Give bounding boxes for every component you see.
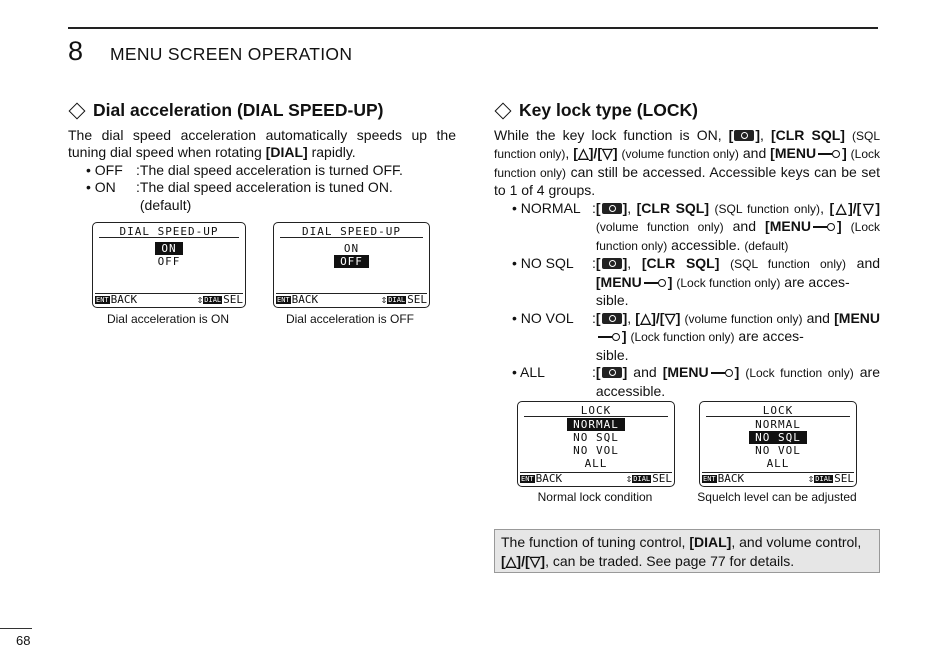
section-heading-lock: Key lock type (LOCK) — [494, 102, 880, 120]
caption-lock-nosql: Squelch level can be adjusted — [697, 490, 857, 504]
caption-dial-on: Dial acceleration is ON — [106, 312, 230, 326]
lcd-lock-nosql: LOCK NORMAL NO SQL NO VOL ALL ENT BACK ⇕DIAL SEL — [699, 401, 857, 487]
key-lock-icon — [711, 368, 733, 378]
lcd-option: OFF — [157, 255, 181, 268]
right-column — [494, 102, 880, 400]
lcd-option: NORMAL — [755, 418, 801, 431]
list-item-on: • ON : The dial speed acceleration is tuned ON. (default) — [86, 179, 393, 213]
section-heading-dial: Dial acceleration (DIAL SPEED-UP) — [68, 102, 456, 120]
list-item-off: • OFF : The dial speed acceleration is turned OFF. — [86, 161, 403, 178]
lcd-option: NORMAL — [567, 418, 625, 431]
key-lock-icon — [598, 332, 620, 342]
key-lock-icon — [644, 278, 666, 288]
footer-rule — [0, 628, 32, 629]
lcd-option: NO SQL — [749, 431, 807, 444]
key-lock-icon — [813, 222, 835, 232]
lcd-option: ON — [155, 242, 182, 255]
list-item-novol: • NO VOL : [ ], [△]/[▽] (volume function only) and [MENU] (Lock function only) are acces- sible. — [512, 309, 881, 363]
power-key-icon — [734, 130, 754, 141]
key-lock-icon — [818, 149, 840, 159]
power-key-icon — [602, 313, 622, 324]
list-item-normal: • NORMAL : [ ], [CLR SQL] (SQL function only), [△]/[▽] (volume function only) and [MENU ] (Lock function only) accessible. (default) — [512, 199, 881, 253]
lock-paragraph: While the key lock function is ON, [ ], [CLR SQL] (SQL function only), [△]/[▽] (volume function only) and [MENU ] (Lock function only) can still be accessed. Accessible keys can be set to 1 of 4 groups. — [494, 126, 881, 198]
list-item-nosql: • NO SQL : [ ], [CLR SQL] (SQL function only) and [MENU ] (Lock function only) are acces- sible. — [512, 255, 881, 308]
diamond-icon — [495, 102, 512, 119]
lcd-option: ALL — [766, 457, 790, 470]
chapter-title: MENU SCREEN OPERATION — [110, 44, 353, 64]
lcd-option: NO VOL — [755, 444, 801, 457]
lcd-option: NO VOL — [573, 444, 619, 457]
diamond-icon — [69, 102, 86, 119]
dial-paragraph: The dial speed acceleration automatically speeds up the tuning dial speed when rotating [DIAL] rapidly. — [68, 126, 456, 160]
lcd-dial-on: DIAL SPEED-UP ON OFF ENT BACK ⇕DIAL SEL — [92, 222, 246, 308]
left-column — [68, 102, 456, 214]
caption-dial-off: Dial acceleration is OFF — [285, 312, 415, 326]
list-item-all: • ALL : [ ] and [MENU ] (Lock function only) are accessible. — [512, 364, 881, 399]
lcd-lock-normal: LOCK NORMAL NO SQL NO VOL ALL ENT BACK ⇕DIAL SEL — [517, 401, 675, 487]
lcd-option: NO SQL — [573, 431, 619, 444]
header-rule — [68, 27, 878, 29]
lcd-option: ALL — [584, 457, 608, 470]
chapter-number: 8 — [68, 36, 84, 66]
page-number: 68 — [16, 633, 31, 648]
note-box: The function of tuning control, [DIAL], and volume control, [△]/[▽], can be traded. See page 77 for details. — [494, 529, 880, 573]
lcd-option: OFF — [334, 255, 369, 268]
lcd-option: ON — [343, 242, 360, 255]
power-key-icon — [602, 203, 622, 214]
caption-lock-normal: Normal lock condition — [537, 490, 653, 504]
power-key-icon — [602, 258, 622, 269]
lcd-dial-off: DIAL SPEED-UP ON OFF ENT BACK ⇕DIAL SEL — [273, 222, 430, 308]
power-key-icon — [602, 367, 622, 378]
